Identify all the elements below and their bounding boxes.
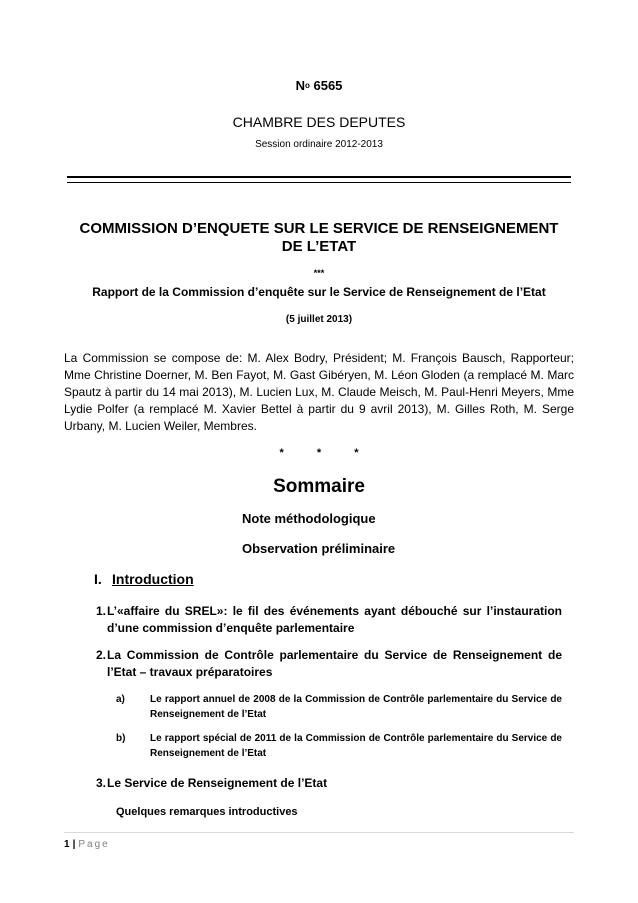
doc-number-value: 6565 [313, 78, 343, 93]
commission-title-line1: COMMISSION D’ENQUETE SUR LE SERVICE DE RENSEIGNEMENT [79, 220, 559, 237]
title-stars: *** [313, 268, 325, 278]
toc-item [96, 775, 562, 792]
commission-title [0, 220, 638, 256]
part-heading [94, 571, 194, 587]
summary-note: Note méthodologique [242, 511, 376, 526]
report-title: Rapport de la Commission d’enquête sur le Service de Renseignement de l’Etat [92, 285, 546, 299]
section-separator: * * * [279, 447, 359, 459]
document-number [0, 78, 638, 93]
toc-subitem [116, 731, 562, 761]
toc-subitem-text: Le rapport annuel de 2008 de la Commission de Contrôle parlementaire du Service de Renseignement de l’Etat [150, 694, 562, 720]
footer-divider [64, 832, 574, 833]
header-divider-thick [67, 176, 571, 178]
session-label: Session ordinaire 2012-2013 [255, 139, 383, 150]
commission-title-line2: DE L’ETAT [281, 238, 357, 255]
toc-item-number: 3. [96, 776, 107, 790]
toc-item [96, 603, 562, 637]
commission-composition: La Commission se compose de: M. Alex Bodry, Président; M. François Bausch, Rapporteur; Mme Christine Doerner, M. Ben Fayot, M. Gast Gibéryen, M. Léon Gloden (a remplacé M. Marc Spautz à partir du 14 mai 2013), M. Lucien Lux, M. Claude Meisch, M. Paul-Henri Meyers, Mme Lydie Polfer (a remplacé M. Xavier Bettel à partir du 9 avril 2013), M. Gilles Roth, M. Serge Urbany, M. Lucien Weiler, Membres. [64, 351, 574, 433]
part-number: I. [94, 571, 102, 587]
toc-subitem-label: b) [116, 733, 126, 744]
header-divider-thin [67, 182, 571, 183]
toc-item [96, 647, 562, 681]
toc-remarques: Quelques remarques introductives [116, 806, 298, 818]
toc-subitem [116, 692, 562, 722]
toc-item-number: 2. [96, 648, 107, 662]
summary-observation: Observation préliminaire [242, 541, 396, 556]
page-footer [64, 839, 110, 850]
summary-heading: Sommaire [273, 476, 365, 497]
doc-number-sup: o [304, 81, 310, 90]
toc-item-text: L’«affaire du SREL»: le fil des événements ayant débouché sur l’instauration d’une commission d’enquête parlementaire [107, 604, 562, 635]
toc-subitem-text: Le rapport spécial de 2011 de la Commission de Contrôle parlementaire du Service de Renseignement de l’Etat [150, 733, 562, 759]
page-word: Page [78, 839, 110, 850]
doc-number-prefix: N [295, 78, 305, 93]
chamber-title: CHAMBRE DES DEPUTES [232, 114, 406, 130]
footer-divider-glyph: | [72, 839, 76, 850]
toc-item-text: La Commission de Contrôle parlementaire du Service de Renseignement de l’Etat – travaux préparatoires [107, 648, 562, 679]
toc-item-text: Le Service de Renseignement de l’Etat [107, 776, 328, 790]
toc-item-number: 1. [96, 604, 107, 618]
page-number: 1 [64, 839, 70, 850]
toc-subitem-label: a) [116, 694, 125, 705]
report-date: (5 juillet 2013) [285, 314, 353, 325]
part-title: Introduction [112, 571, 194, 587]
